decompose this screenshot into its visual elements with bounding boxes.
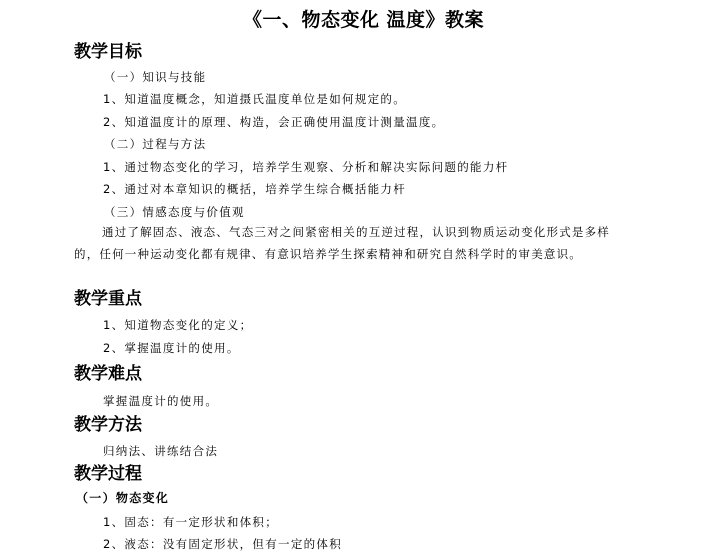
key-point-item-1: 1、知道物态变化的定义； bbox=[103, 318, 253, 332]
attitude-values-label: （三）情感态度与价值观 bbox=[104, 205, 245, 219]
document-title: 《一、物态变化 温度》教案 bbox=[242, 9, 485, 31]
heading-process: 教学过程 bbox=[74, 464, 142, 484]
heading-key-points: 教学重点 bbox=[74, 289, 142, 309]
knowledge-item-1: 1、知道温度概念，知道摄氏温度单位是如何规定的。 bbox=[103, 92, 407, 106]
knowledge-skills-label: （一）知识与技能 bbox=[104, 70, 207, 84]
process-methods-label: （二）过程与方法 bbox=[104, 137, 207, 151]
process-item-2: 2、通过对本章知识的概括，培养学生综合概括能力杆 bbox=[103, 182, 407, 196]
process-subheading: （一）物态变化 bbox=[76, 491, 170, 505]
knowledge-item-2: 2、知道温度计的原理、构造，会正确使用温度计测量温度。 bbox=[103, 115, 445, 129]
heading-difficulties: 教学难点 bbox=[74, 364, 142, 384]
difficulty-text: 掌握温度计的使用。 bbox=[103, 394, 219, 408]
process-item-1: 1、通过物态变化的学习，培养学生观察、分析和解决实际问题的能力杆 bbox=[103, 160, 509, 174]
process-step-1: 1、固态：有一定形状和体积； bbox=[103, 515, 279, 529]
key-point-item-2: 2、掌握温度计的使用。 bbox=[103, 341, 240, 355]
attitude-paragraph: 通过了解固态、液态、气态三对之间紧密相关的互逆过程，认识到物质运动变化形式是多样的，任何一种运动变化都有规律、有意识培养学生探索精神和研究自然科学时的审美意识。 bbox=[74, 225, 610, 261]
process-step-2: 2、液态：没有固定形状，但有一定的体积 bbox=[103, 537, 343, 551]
methods-text: 归纳法、讲练结合法 bbox=[103, 444, 219, 458]
heading-methods: 教学方法 bbox=[74, 415, 142, 435]
heading-objectives: 教学目标 bbox=[74, 42, 142, 62]
